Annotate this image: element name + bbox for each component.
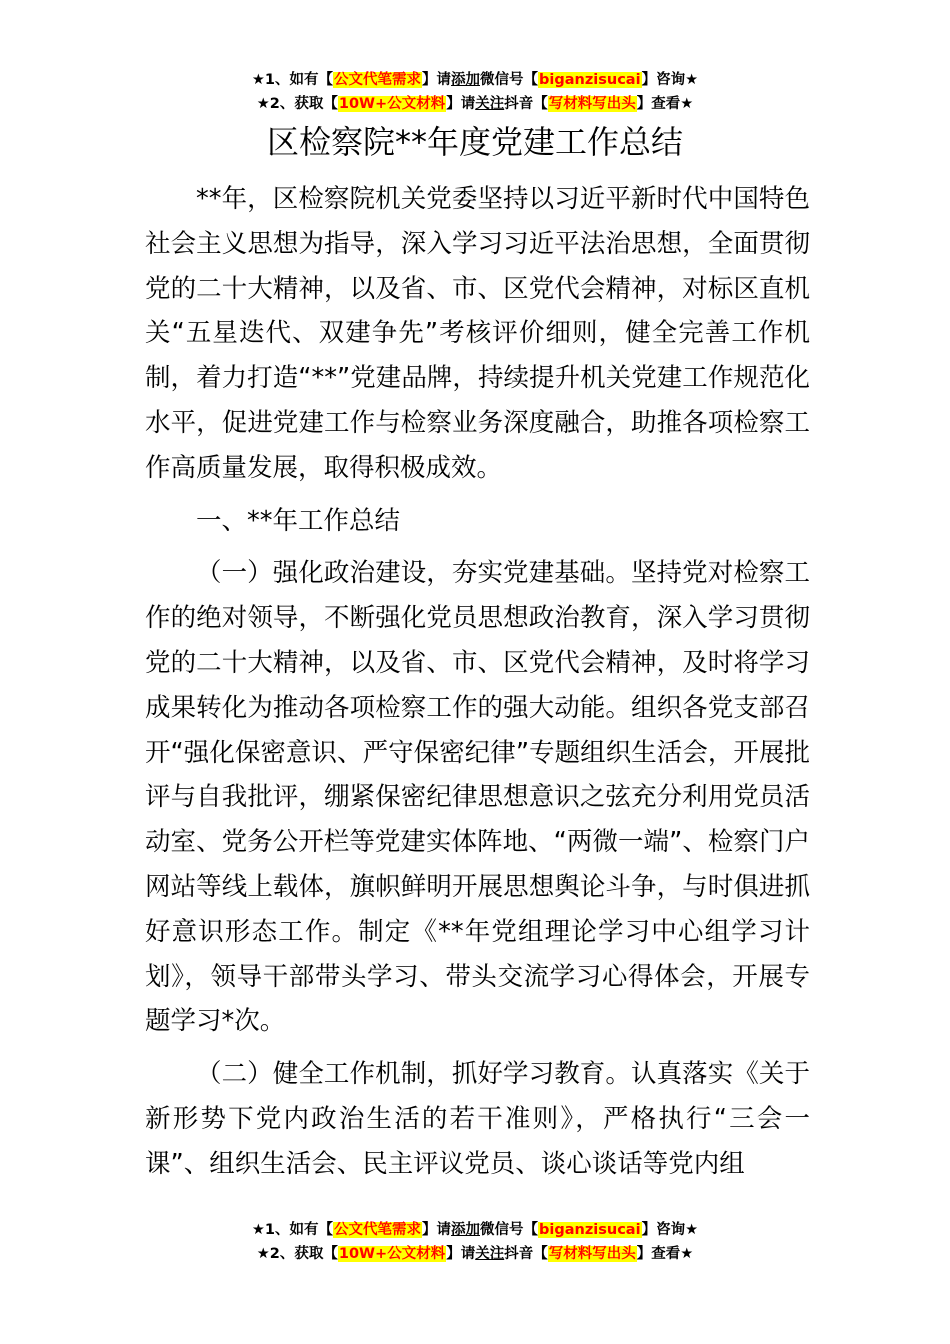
document-body xyxy=(145,177,810,1187)
promo-highlight-materials: 10W+公文材料 xyxy=(338,96,446,112)
document-title: 区检察院**年度党建工作总结 xyxy=(266,123,683,161)
promo-line-2: ★2、获取【10W+公文材料】请关注抖音【写材料写出头】查看★ xyxy=(256,96,694,112)
promo-banner-bottom xyxy=(0,1218,950,1266)
promo-highlight-wechat-id: biganzisucai xyxy=(539,1222,641,1238)
promo-highlight-service: 公文代笔需求 xyxy=(334,72,422,88)
promo-line-1: ★1、如有【公文代笔需求】请添加微信号【biganzisucai】咨询★ xyxy=(251,1222,699,1238)
paragraph-political-building: （一）强化政治建设，夯实党建基础。坚持党对检察工作的绝对领导，不断强化党员思想政治教育，深入学习贯彻党的二十大精神，以及省、市、区党代会精神，及时将学习成果转化为推动各项检察工作的强大动能。组织各党支部召开“强化保密意识、严守保密纪律”专题组织生活会，开展批评与自我批评，绷紧保密纪律思想意识之弦充分利用党员活动室、党务公开栏等党建实体阵地、“两微一端”、检察门户网站等线上载体，旗帜鲜明开展思想舆论斗争，与时俱进抓好意识形态工作。制定《**年党组理论学习中心组学习计划》，领导干部带头学习、带头交流学习心得体会，开展专题学习*次。 xyxy=(145,558,810,1037)
promo-line-2: ★2、获取【10W+公文材料】请关注抖音【写材料写出头】查看★ xyxy=(256,1246,694,1262)
promo-highlight-service: 公文代笔需求 xyxy=(334,1222,422,1238)
promo-line-1: ★1、如有【公文代笔需求】请添加微信号【biganzisucai】咨询★ xyxy=(251,72,699,88)
paragraph-work-mechanism: （二）健全工作机制，抓好学习教育。认真落实《关于新形势下党内政治生活的若干准则》，严格执行“三会一课”、组织生活会、民主评议党员、谈心谈话等党内组 xyxy=(145,1059,810,1179)
promo-highlight-wechat-id: biganzisucai xyxy=(539,72,641,88)
promo-highlight-douyin: 写材料写出头 xyxy=(548,1246,636,1262)
promo-highlight-douyin: 写材料写出头 xyxy=(548,96,636,112)
promo-highlight-materials: 10W+公文材料 xyxy=(338,1246,446,1262)
section-heading: 一、**年工作总结 xyxy=(196,505,401,536)
promo-banner-top xyxy=(0,68,950,116)
intro-paragraph: **年，区检察院机关党委坚持以习近平新时代中国特色社会主义思想为指导，深入学习习近平法治思想，全面贯彻党的二十大精神，以及省、市、区党代会精神，对标区直机关“五星迭代、双建争先”考核评价细则，健全完善工作机制，着力打造“**”党建品牌，持续提升机关党建工作规范化水平，促进党建工作与检察业务深度融合，助推各项检察工作高质量发展，取得积极成效。 xyxy=(145,184,810,483)
